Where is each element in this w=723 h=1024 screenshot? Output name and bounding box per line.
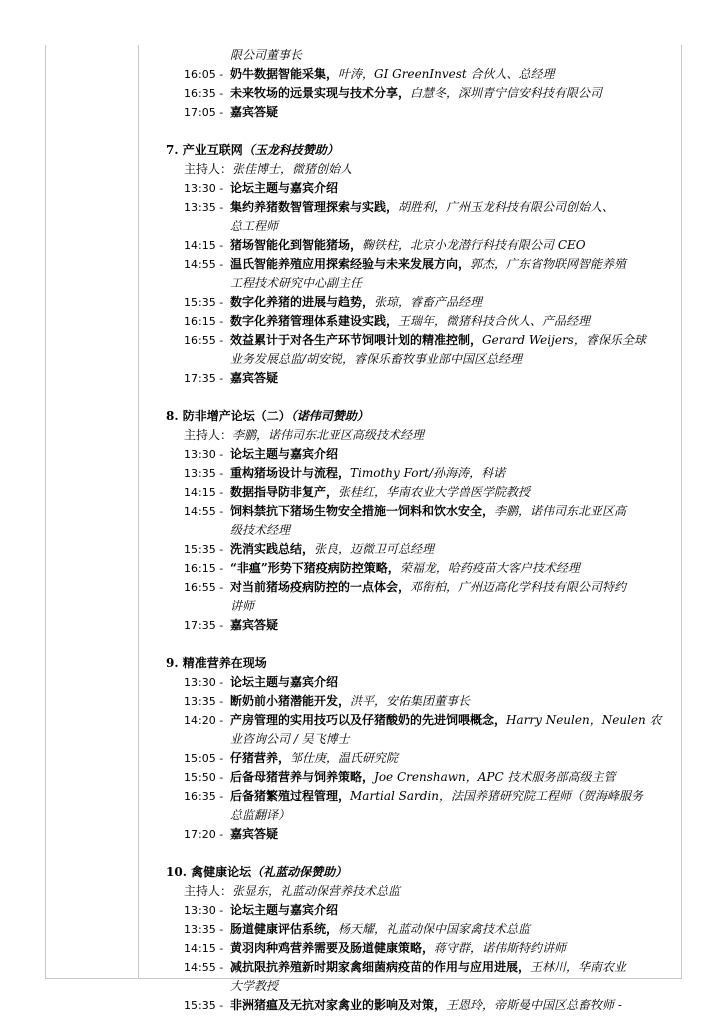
section-heading bbox=[162, 654, 682, 673]
agenda-time: 13:35 - bbox=[184, 695, 224, 708]
agenda-item bbox=[162, 787, 682, 806]
agenda-item bbox=[162, 920, 682, 939]
agenda-item bbox=[162, 768, 682, 787]
agenda-time: 13:30 - bbox=[184, 182, 224, 195]
continuation-line: 工程技术研究中心副主任 bbox=[230, 276, 363, 290]
agenda-title: 奶牛数据智能采集， bbox=[230, 67, 339, 81]
agenda-speaker: 胡胜利，广州玉龙科技有限公司创始人、 bbox=[398, 200, 615, 214]
continuation-line: 业咨询公司 / 吴飞博士 bbox=[230, 732, 350, 746]
agenda-speaker: 李鹏，诺伟司东北亚区高 bbox=[494, 504, 627, 518]
agenda-time: 13:35 - bbox=[184, 201, 224, 214]
section-number: 8. bbox=[166, 409, 179, 423]
agenda-item bbox=[162, 331, 682, 350]
agenda-speaker: 杨天耀，礼蓝动保中国家禽技术总监 bbox=[338, 922, 531, 936]
host-label: 主持人： bbox=[184, 162, 233, 176]
agenda-time: 17:20 - bbox=[184, 828, 224, 841]
host-line bbox=[162, 426, 682, 445]
agenda-item bbox=[162, 711, 682, 730]
agenda-time: 13:30 - bbox=[184, 676, 224, 689]
agenda-speaker: 蒋守群，诺伟斯特约讲师 bbox=[434, 941, 567, 955]
agenda-title: 重构猪场设计与流程， bbox=[230, 466, 351, 480]
agenda-time: 17:35 - bbox=[184, 619, 224, 632]
agenda-speaker: 荣福龙，哈药疫苗大客户技术经理 bbox=[399, 561, 580, 575]
agenda-item bbox=[162, 312, 682, 331]
host-line bbox=[162, 882, 682, 901]
agenda-item bbox=[162, 540, 682, 559]
section-number: 10. bbox=[166, 865, 187, 879]
agenda-title: 猪场智能化到智能猪场， bbox=[230, 238, 363, 252]
agenda-title: 集约养猪数智管理探索与实践， bbox=[230, 200, 399, 214]
agenda-title: 嘉宾答疑 bbox=[230, 618, 279, 632]
agenda-time: 16:35 - bbox=[184, 790, 224, 803]
section-heading bbox=[162, 141, 682, 160]
agenda-speaker: Timothy Fort/孙海涛，科诺 bbox=[350, 466, 506, 480]
continuation-line: 讲师 bbox=[230, 599, 255, 613]
agenda-item bbox=[162, 559, 682, 578]
continuation-line: 限公司董事长 bbox=[230, 48, 303, 62]
agenda-speaker: 郭杰，广东省物联网智能养殖 bbox=[470, 257, 627, 271]
agenda-title: 论坛主题与嘉宾介绍 bbox=[230, 675, 339, 689]
agenda-item bbox=[162, 996, 682, 1015]
section-number: 9. bbox=[166, 656, 179, 670]
agenda-title: 未来牧场的远景实现与技术分享， bbox=[230, 86, 411, 100]
host-name: 张显东，礼蓝动保营养技术总监 bbox=[232, 884, 401, 898]
agenda-speaker: Martial Sardin，法国养猪研究院工程师（贺海峰服务 bbox=[350, 789, 644, 803]
agenda-time: 16:05 - bbox=[184, 68, 224, 81]
agenda-title: 减抗限抗养殖新时期家禽细菌病疫苗的作用与应用进展， bbox=[230, 960, 531, 974]
agenda-title: 对当前猪场疫病防控的一点体会， bbox=[230, 580, 411, 594]
agenda-item bbox=[162, 692, 682, 711]
column-divider bbox=[138, 45, 139, 979]
agenda-time: 14:55 - bbox=[184, 961, 224, 974]
agenda-speaker: Joe Crenshawn，APC 技术服务部高级主管 bbox=[374, 770, 616, 784]
agenda-item bbox=[162, 502, 682, 521]
agenda-item bbox=[162, 179, 682, 198]
agenda-item bbox=[162, 483, 682, 502]
agenda-title: 数字化养猪的进展与趋势， bbox=[230, 295, 375, 309]
section-name: 防非增产论坛（二） bbox=[182, 409, 291, 423]
agenda-title: 产房管理的实用技巧以及仔猪酸奶的先进饲喂概念， bbox=[230, 713, 507, 727]
agenda-time: 15:35 - bbox=[184, 296, 224, 309]
agenda-time: 16:55 - bbox=[184, 581, 224, 594]
agenda-item bbox=[162, 464, 682, 483]
agenda-title: 非洲猪瘟及无抗对家禽业的影响及对策， bbox=[230, 998, 447, 1012]
agenda-item bbox=[162, 578, 682, 597]
agenda-speaker: 洪平，安佑集团董事长 bbox=[350, 694, 471, 708]
agenda-item bbox=[162, 825, 682, 844]
section-sponsor: （礼蓝动保赞助） bbox=[251, 865, 348, 879]
agenda-speaker: 王瑞年，微猪科技合伙人、产品经理 bbox=[398, 314, 591, 328]
agenda-item bbox=[162, 236, 682, 255]
agenda-time: 14:20 - bbox=[184, 714, 224, 727]
agenda-speaker: 张琼，睿畜产品经理 bbox=[374, 295, 483, 309]
agenda-time: 13:30 - bbox=[184, 448, 224, 461]
continuation-line: 级技术经理 bbox=[230, 523, 291, 537]
section-name: 精准营养在现场 bbox=[182, 656, 267, 670]
agenda-item bbox=[162, 293, 682, 312]
agenda-speaker: 邹仕庚，温氏研究院 bbox=[290, 751, 399, 765]
continuation-line: 总监翻译） bbox=[230, 808, 291, 822]
agenda-time: 15:35 - bbox=[184, 543, 224, 556]
agenda-time: 15:35 - bbox=[184, 999, 224, 1012]
agenda-time: 14:15 - bbox=[184, 486, 224, 499]
agenda-content bbox=[162, 46, 682, 1015]
agenda-title: 黄羽肉种鸡营养需要及肠道健康策略， bbox=[230, 941, 435, 955]
agenda-speaker: 张良，迈微卫可总经理 bbox=[314, 542, 435, 556]
agenda-speaker: 王林川，华南农业 bbox=[530, 960, 627, 974]
agenda-time: 15:50 - bbox=[184, 771, 224, 784]
agenda-speaker: Gerard Weijers，睿保乐全球 bbox=[482, 333, 646, 347]
agenda-item bbox=[162, 958, 682, 977]
continuation-line: 总工程师 bbox=[230, 219, 279, 233]
agenda-item bbox=[162, 84, 682, 103]
host-name: 张佳博士，微猪创始人 bbox=[232, 162, 353, 176]
section-sponsor: （玉龙科技赞助） bbox=[242, 143, 339, 157]
agenda-time: 15:05 - bbox=[184, 752, 224, 765]
agenda-title: 洗消实践总结， bbox=[230, 542, 315, 556]
agenda-time: 14:15 - bbox=[184, 239, 224, 252]
section-gap bbox=[162, 635, 682, 654]
agenda-title: 断奶前小猪潜能开发， bbox=[230, 694, 351, 708]
agenda-title: 肠道健康评估系统， bbox=[230, 922, 339, 936]
agenda-time: 16:55 - bbox=[184, 334, 224, 347]
agenda-item bbox=[162, 198, 682, 217]
agenda-time: 13:35 - bbox=[184, 467, 224, 480]
agenda-item bbox=[162, 901, 682, 920]
host-name: 李鹏，诺伟司东北亚区高级技术经理 bbox=[232, 428, 425, 442]
agenda-item bbox=[162, 749, 682, 768]
section-gap bbox=[162, 122, 682, 141]
host-line bbox=[162, 160, 682, 179]
agenda-title: 论坛主题与嘉宾介绍 bbox=[230, 181, 339, 195]
agenda-item bbox=[162, 673, 682, 692]
continuation-line: 大学教授 bbox=[230, 979, 279, 993]
section-number: 7. bbox=[166, 143, 179, 157]
agenda-time: 14:55 - bbox=[184, 258, 224, 271]
continuation-line: 业务发展总监/胡安锐，睿保乐畜牧事业部中国区总经理 bbox=[230, 352, 523, 366]
agenda-item bbox=[162, 939, 682, 958]
section-heading bbox=[162, 863, 682, 882]
agenda-item bbox=[162, 445, 682, 464]
agenda-time: 17:35 - bbox=[184, 372, 224, 385]
agenda-time: 16:35 - bbox=[184, 87, 224, 100]
agenda-title: 仔猪营养， bbox=[230, 751, 291, 765]
agenda-speaker: 王恩玲，帝斯曼中国区总畜牧师 - bbox=[446, 998, 622, 1012]
agenda-item bbox=[162, 103, 682, 122]
agenda-title: 论坛主题与嘉宾介绍 bbox=[230, 903, 339, 917]
agenda-speaker: 白慧冬，深圳青宁信安科技有限公司 bbox=[410, 86, 603, 100]
agenda-title: 饲料禁抗下猪场生物安全措施一饲料和饮水安全， bbox=[230, 504, 495, 518]
agenda-time: 16:15 - bbox=[184, 315, 224, 328]
agenda-time: 17:05 - bbox=[184, 106, 224, 119]
section-gap bbox=[162, 844, 682, 863]
host-label: 主持人： bbox=[184, 428, 233, 442]
agenda-title: 后备猪繁殖过程管理， bbox=[230, 789, 351, 803]
agenda-speaker: 邓衔柏，广州迈高化学科技有限公司特约 bbox=[410, 580, 627, 594]
agenda-title: 论坛主题与嘉宾介绍 bbox=[230, 447, 339, 461]
agenda-item bbox=[162, 369, 682, 388]
agenda-time: 14:15 - bbox=[184, 942, 224, 955]
agenda-title: “非瘟”形势下猪疫病防控策略， bbox=[230, 561, 400, 575]
agenda-speaker: Harry Neulen，Neulen 农 bbox=[506, 713, 662, 727]
agenda-title: 后备母猪营养与饲养策略， bbox=[230, 770, 375, 784]
agenda-time: 13:35 - bbox=[184, 923, 224, 936]
agenda-title: 嘉宾答疑 bbox=[230, 827, 279, 841]
agenda-item bbox=[162, 255, 682, 274]
agenda-title: 温氏智能养殖应用探索经验与未来发展方向， bbox=[230, 257, 471, 271]
section-sponsor: （诺伟司赞助） bbox=[290, 409, 369, 423]
agenda-title: 数字化养猪管理体系建设实践， bbox=[230, 314, 399, 328]
agenda-title: 效益累计于对各生产环节饲喂计划的精准控制， bbox=[230, 333, 483, 347]
section-name: 禽健康论坛 bbox=[191, 865, 252, 879]
agenda-title: 嘉宾答疑 bbox=[230, 105, 279, 119]
section-name: 产业互联网 bbox=[182, 143, 243, 157]
agenda-title: 嘉宾答疑 bbox=[230, 371, 279, 385]
section-heading bbox=[162, 407, 682, 426]
agenda-time: 14:55 - bbox=[184, 505, 224, 518]
agenda-speaker: 张桂红，华南农业大学兽医学院教授 bbox=[338, 485, 531, 499]
agenda-item bbox=[162, 616, 682, 635]
host-label: 主持人： bbox=[184, 884, 233, 898]
agenda-item bbox=[162, 65, 682, 84]
section-gap bbox=[162, 388, 682, 407]
agenda-title: 数据指导防非复产， bbox=[230, 485, 339, 499]
agenda-time: 16:15 - bbox=[184, 562, 224, 575]
agenda-speaker: 鞠铁柱，北京小龙潜行科技有限公司 CEO bbox=[362, 238, 586, 252]
agenda-speaker: 叶涛，GI GreenInvest 合伙人、总经理 bbox=[338, 67, 555, 81]
agenda-time: 13:30 - bbox=[184, 904, 224, 917]
